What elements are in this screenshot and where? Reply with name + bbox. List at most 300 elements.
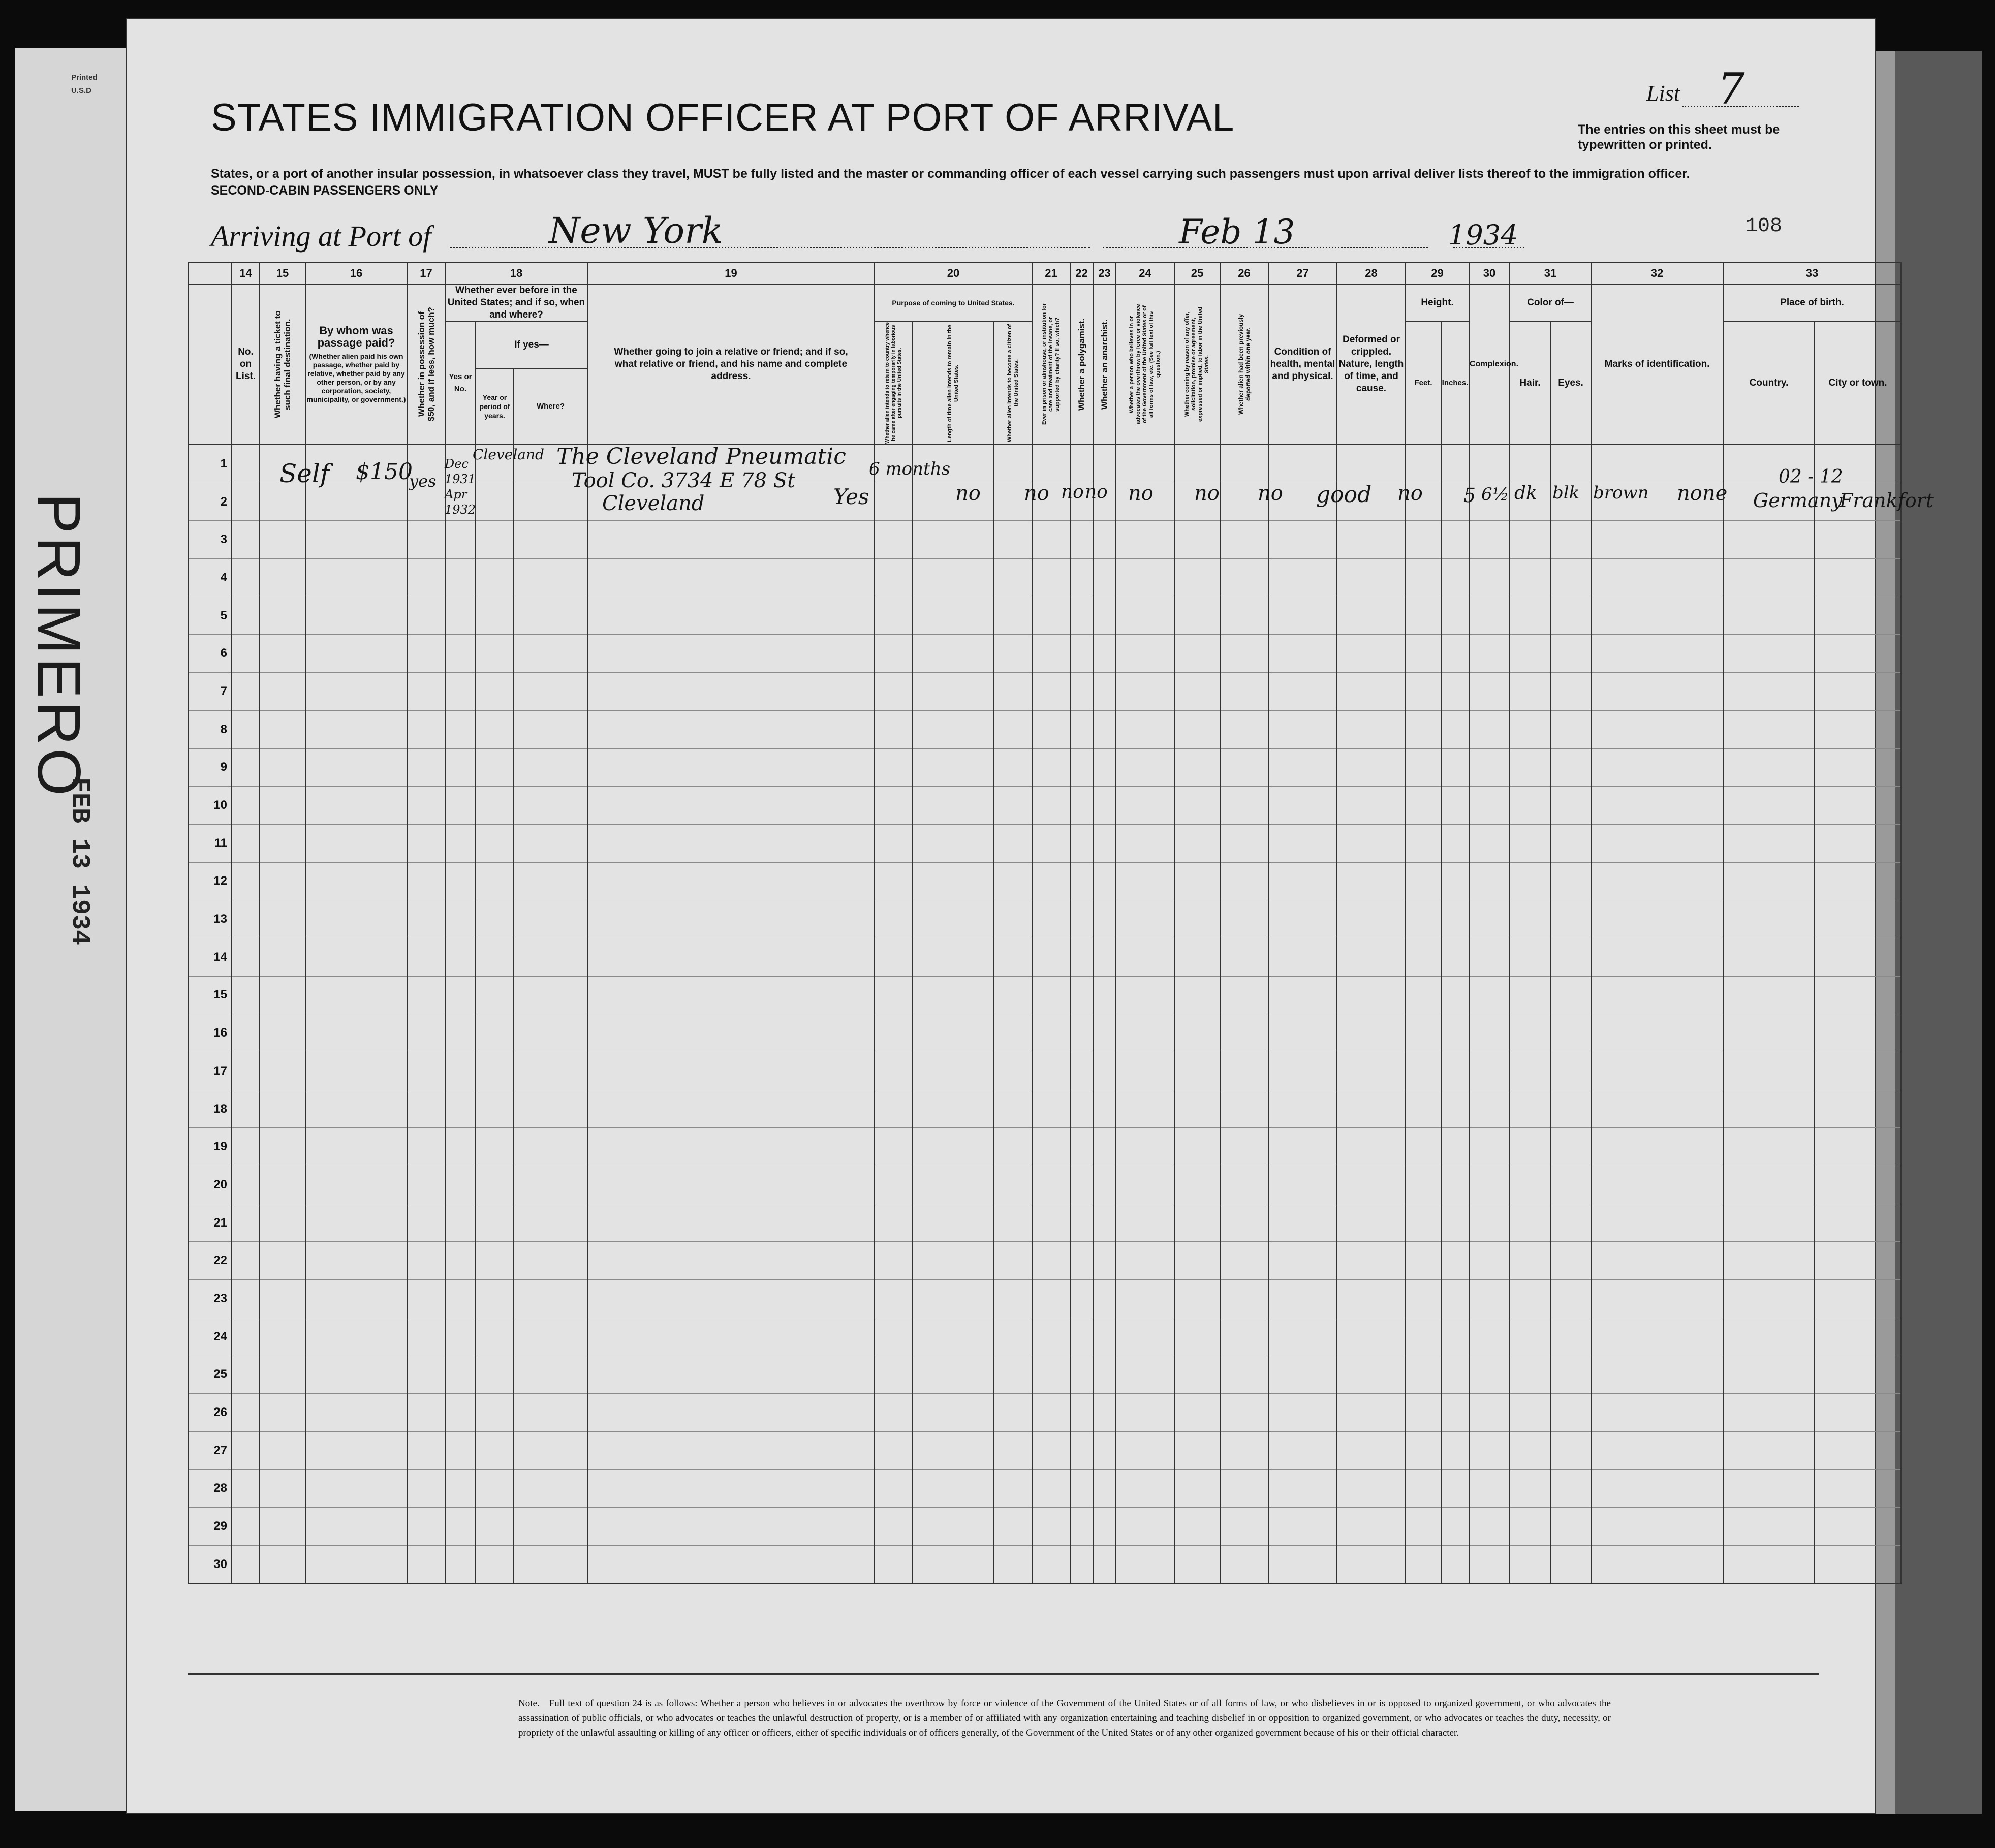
- table-row: [189, 1090, 1901, 1128]
- table-cell: [913, 1014, 994, 1052]
- table-cell: [260, 1508, 305, 1546]
- table-cell: [913, 1394, 994, 1432]
- table-cell: [1469, 1280, 1510, 1318]
- table-cell: [1469, 521, 1510, 559]
- table-cell: [1815, 1014, 1901, 1052]
- table-cell: [1550, 1356, 1591, 1394]
- row-number: 1: [189, 445, 232, 483]
- table-cell: [1723, 559, 1815, 597]
- table-cell: [514, 597, 587, 635]
- table-cell: [1441, 673, 1469, 711]
- table-row: [189, 1128, 1901, 1166]
- table-row: [189, 824, 1901, 862]
- table-cell: [1510, 862, 1550, 900]
- table-cell: [994, 635, 1032, 673]
- table-cell: [1032, 1318, 1070, 1356]
- table-cell: [445, 710, 476, 748]
- table-cell: [1116, 1280, 1174, 1318]
- table-cell: [232, 710, 260, 748]
- table-cell: [445, 748, 476, 787]
- table-cell: [305, 673, 407, 711]
- table-cell: [1406, 445, 1441, 483]
- table-cell: [1510, 673, 1550, 711]
- underlying-print-line: U.S.D: [71, 86, 92, 95]
- table-cell: [232, 597, 260, 635]
- table-cell: [1723, 1280, 1815, 1318]
- table-cell: [1550, 673, 1591, 711]
- table-cell: [476, 559, 514, 597]
- table-cell: [587, 1280, 875, 1318]
- row-number: 30: [189, 1545, 232, 1583]
- table-row: [189, 521, 1901, 559]
- table-cell: [1815, 1469, 1901, 1508]
- table-cell: [1337, 1394, 1406, 1432]
- table-cell: [1441, 1356, 1469, 1394]
- table-cell: [1032, 1356, 1070, 1394]
- table-cell: [1174, 710, 1220, 748]
- table-cell: [1815, 710, 1901, 748]
- table-cell: [1550, 1014, 1591, 1052]
- table-cell: [476, 787, 514, 825]
- table-row: [189, 1280, 1901, 1318]
- table-cell: [875, 976, 913, 1014]
- table-cell: [994, 559, 1032, 597]
- table-cell: [1093, 521, 1116, 559]
- table-cell: [1550, 559, 1591, 597]
- table-cell: [514, 1014, 587, 1052]
- table-cell: [994, 748, 1032, 787]
- table-cell: [1723, 1394, 1815, 1432]
- table-cell: [1550, 521, 1591, 559]
- table-cell: [1032, 900, 1070, 938]
- table-cell: [1815, 1204, 1901, 1242]
- table-cell: [1723, 1128, 1815, 1166]
- table-cell: [1510, 787, 1550, 825]
- table-cell: [1174, 976, 1220, 1014]
- header-hair: [1510, 322, 1550, 445]
- table-cell: [1510, 1090, 1550, 1128]
- table-row: [189, 1204, 1901, 1242]
- table-cell: [1550, 1128, 1591, 1166]
- table-cell: [305, 1128, 407, 1166]
- table-cell: [1550, 900, 1591, 938]
- table-cell: [1591, 1356, 1723, 1394]
- table-cell: [1550, 862, 1591, 900]
- entry-health: good: [1316, 482, 1372, 508]
- header-feet-text: Feet.: [1414, 379, 1432, 387]
- table-cell: [1174, 597, 1220, 635]
- table-row: [189, 1014, 1901, 1052]
- table-cell: [1337, 900, 1406, 938]
- table-cell: [875, 1394, 913, 1432]
- table-cell: [407, 1318, 445, 1356]
- table-cell: [232, 824, 260, 862]
- table-cell: [1220, 1128, 1268, 1166]
- table-cell: [913, 1052, 994, 1090]
- table-cell: [514, 1394, 587, 1432]
- column-number: 25: [1174, 263, 1220, 284]
- table-cell: [407, 1356, 445, 1394]
- table-cell: [1116, 1166, 1174, 1204]
- table-cell: [1469, 976, 1510, 1014]
- table-cell: [232, 673, 260, 711]
- table-cell: [1406, 710, 1441, 748]
- table-cell: [1268, 710, 1337, 748]
- table-cell: [1268, 597, 1337, 635]
- table-cell: [407, 1090, 445, 1128]
- table-cell: [1815, 1128, 1901, 1166]
- table-cell: [587, 597, 875, 635]
- table-cell: [1116, 976, 1174, 1014]
- header-passage-paid-title: By whom was passage paid?: [317, 324, 395, 349]
- table-cell: [1723, 748, 1815, 787]
- column-number: 23: [1093, 263, 1116, 284]
- table-cell: [1070, 559, 1093, 597]
- row-number: 3: [189, 521, 232, 559]
- table-cell: [1510, 1394, 1550, 1432]
- table-cell: [1174, 862, 1220, 900]
- header-passage-paid-sub: (Whether alien paid his own passage, whether paid by relative, whether paid by any other person, or by any corporation, society, municipality, or government.): [306, 352, 406, 403]
- table-cell: [587, 1242, 875, 1280]
- table-cell: [1174, 787, 1220, 825]
- table-cell: [1406, 1128, 1441, 1166]
- header-health-text: Condition of health, mental and physical.: [1270, 347, 1335, 382]
- table-cell: [1510, 1204, 1550, 1242]
- table-cell: [1220, 597, 1268, 635]
- table-cell: [1116, 1052, 1174, 1090]
- table-cell: [1116, 1356, 1174, 1394]
- table-cell: [1337, 1431, 1406, 1469]
- table-cell: [1116, 1128, 1174, 1166]
- table-cell: [1815, 787, 1901, 825]
- table-cell: [476, 1242, 514, 1280]
- header-inches: [1441, 322, 1469, 445]
- table-cell: [1723, 710, 1815, 748]
- table-cell: [476, 1318, 514, 1356]
- table-cell: [1032, 673, 1070, 711]
- underlying-print-line: Printed: [71, 73, 98, 82]
- table-cell: [994, 1394, 1032, 1432]
- table-cell: [1591, 1318, 1723, 1356]
- table-cell: [994, 710, 1032, 748]
- table-cell: [1174, 1545, 1220, 1583]
- row-number: 11: [189, 824, 232, 862]
- header-citizen-text: Whether alien intends to become a citizen of the United States.: [1006, 324, 1019, 443]
- table-cell: [476, 1090, 514, 1128]
- table-cell: [1032, 787, 1070, 825]
- table-cell: [1337, 1545, 1406, 1583]
- table-cell: [1268, 673, 1337, 711]
- table-cell: [1441, 1204, 1469, 1242]
- table-cell: [1093, 1356, 1116, 1394]
- table-cell: [587, 1431, 875, 1469]
- table-cell: [1337, 1204, 1406, 1242]
- table-cell: [305, 976, 407, 1014]
- row-number: 26: [189, 1394, 232, 1432]
- table-cell: [407, 824, 445, 862]
- table-cell: [875, 938, 913, 976]
- header-ticket: [260, 284, 305, 445]
- entry-anarchist: no: [1085, 482, 1108, 503]
- table-cell: [1220, 1242, 1268, 1280]
- table-cell: [305, 1014, 407, 1052]
- table-cell: [1441, 597, 1469, 635]
- table-cell: [260, 1431, 305, 1469]
- table-cell: [875, 1052, 913, 1090]
- table-cell: [1093, 1014, 1116, 1052]
- entry-marks: none: [1677, 482, 1728, 505]
- table-cell: [1469, 1431, 1510, 1469]
- table-cell: [994, 787, 1032, 825]
- table-cell: [587, 1545, 875, 1583]
- header-color-text: Color of—: [1527, 297, 1574, 308]
- table-cell: [1723, 1356, 1815, 1394]
- entry-length-stay: 6 months: [869, 459, 951, 479]
- header-inches-text: Inches.: [1442, 379, 1469, 387]
- table-cell: [1070, 1394, 1093, 1432]
- table-cell: [1093, 1204, 1116, 1242]
- table-cell: [1032, 521, 1070, 559]
- table-cell: [445, 1090, 476, 1128]
- table-cell: [1337, 597, 1406, 635]
- table-cell: [1723, 1052, 1815, 1090]
- table-cell: [1268, 862, 1337, 900]
- table-cell: [260, 1469, 305, 1508]
- table-row: [189, 938, 1901, 976]
- table-cell: [1469, 1052, 1510, 1090]
- table-cell: [260, 976, 305, 1014]
- table-cell: [1815, 1356, 1901, 1394]
- table-cell: [305, 559, 407, 597]
- table-cell: [1174, 938, 1220, 976]
- table-cell: [1116, 1508, 1174, 1546]
- table-cell: [1032, 824, 1070, 862]
- entry-birth-code: 02 - 12: [1779, 466, 1843, 487]
- table-cell: [1406, 1318, 1441, 1356]
- table-cell: [913, 976, 994, 1014]
- table-cell: [305, 748, 407, 787]
- table-cell: [260, 1128, 305, 1166]
- header-polygamist-text: Whether a polygamist.: [1077, 318, 1086, 411]
- table-cell: [875, 900, 913, 938]
- table-cell: [445, 1052, 476, 1090]
- table-cell: [1441, 1508, 1469, 1546]
- table-cell: [1510, 824, 1550, 862]
- table-cell: [913, 1204, 994, 1242]
- table-cell: [514, 748, 587, 787]
- table-cell: [1550, 938, 1591, 976]
- table-cell: [1815, 748, 1901, 787]
- table-cell: [1174, 1394, 1220, 1432]
- table-cell: [445, 635, 476, 673]
- entry-before-us: yes: [409, 472, 437, 491]
- table-cell: [1070, 1166, 1093, 1204]
- table-cell: [875, 1166, 913, 1204]
- header-ticket-text: Whether having a ticket to such final destination.: [273, 310, 292, 418]
- table-cell: [1815, 673, 1901, 711]
- row-number: 28: [189, 1469, 232, 1508]
- table-cell: [1268, 824, 1337, 862]
- table-cell: [1032, 938, 1070, 976]
- table-cell: [1469, 1545, 1510, 1583]
- table-cell: [1070, 1242, 1093, 1280]
- table-cell: [1815, 1545, 1901, 1583]
- table-cell: [994, 1014, 1032, 1052]
- table-cell: [1093, 1128, 1116, 1166]
- table-cell: [913, 673, 994, 711]
- table-cell: [1093, 1166, 1116, 1204]
- table-cell: [1406, 1052, 1441, 1090]
- table-cell: [1032, 1469, 1070, 1508]
- table-cell: [1441, 824, 1469, 862]
- table-cell: [1406, 1242, 1441, 1280]
- table-cell: [407, 1204, 445, 1242]
- table-cell: [1116, 673, 1174, 711]
- table-cell: [1093, 1545, 1116, 1583]
- column-number: 24: [1116, 263, 1174, 284]
- table-cell: [1070, 1318, 1093, 1356]
- table-cell: [1469, 635, 1510, 673]
- table-cell: [587, 710, 875, 748]
- entry-overthrow: no: [1128, 482, 1154, 505]
- row-number: 4: [189, 559, 232, 597]
- entry-return-intent: Yes: [833, 484, 869, 509]
- table-cell: [407, 559, 445, 597]
- table-cell: [514, 1545, 587, 1583]
- header-country-text: Country.: [1749, 378, 1789, 388]
- row-number: 10: [189, 787, 232, 825]
- table-cell: [1469, 900, 1510, 938]
- table-cell: [1550, 445, 1591, 483]
- table-cell: [1116, 1242, 1174, 1280]
- table-cell: [913, 1356, 994, 1394]
- header-length-stay: [913, 322, 994, 445]
- table-cell: [260, 1052, 305, 1090]
- table-cell: [1174, 1356, 1220, 1394]
- table-cell: [587, 1014, 875, 1052]
- table-cell: [1070, 1052, 1093, 1090]
- table-cell: [1116, 445, 1174, 483]
- table-cell: [1550, 976, 1591, 1014]
- header-before-us-text: Whether ever before in the United States; and if so, when and where?: [447, 285, 585, 320]
- table-cell: [232, 1545, 260, 1583]
- table-cell: [1220, 900, 1268, 938]
- table-cell: [1070, 1204, 1093, 1242]
- table-cell: [994, 862, 1032, 900]
- table-cell: [913, 1128, 994, 1166]
- table-cell: [1469, 1128, 1510, 1166]
- table-cell: [1093, 900, 1116, 938]
- table-cell: [514, 900, 587, 938]
- header-height: [1406, 284, 1469, 322]
- table-cell: [514, 787, 587, 825]
- header-anarchist-text: Whether an anarchist.: [1100, 319, 1109, 410]
- table-cell: [1591, 748, 1723, 787]
- table-cell: [232, 635, 260, 673]
- table-cell: [1116, 635, 1174, 673]
- table-cell: [875, 1128, 913, 1166]
- table-cell: [1337, 635, 1406, 673]
- table-cell: [1469, 787, 1510, 825]
- table-cell: [1815, 1242, 1901, 1280]
- table-cell: [1406, 862, 1441, 900]
- table-cell: [1591, 900, 1723, 938]
- table-cell: [1032, 1014, 1070, 1052]
- table-cell: [1070, 635, 1093, 673]
- column-number: 30: [1469, 263, 1510, 284]
- table-cell: [587, 862, 875, 900]
- table-cell: [913, 824, 994, 862]
- table-cell: [587, 787, 875, 825]
- table-row: [189, 748, 1901, 787]
- table-cell: [587, 824, 875, 862]
- row-number: 6: [189, 635, 232, 673]
- table-cell: [1174, 673, 1220, 711]
- header-note-line: States, or a port of another insular possession, in whatsoever class they travel, MUST be fully listed and the master or commanding officer of each vessel carrying such passengers must upon arrival deliver lists thereof to the immigration officer.: [211, 167, 1690, 181]
- table-cell: [1174, 1431, 1220, 1469]
- table-cell: [1337, 1469, 1406, 1508]
- header-return-intent: [875, 322, 913, 445]
- table-cell: [1510, 559, 1550, 597]
- table-cell: [1469, 673, 1510, 711]
- table-cell: [232, 1508, 260, 1546]
- table-cell: [587, 976, 875, 1014]
- header-citizen: [994, 322, 1032, 445]
- table-cell: [1591, 1090, 1723, 1128]
- table-cell: [1220, 748, 1268, 787]
- table-cell: [913, 1508, 994, 1546]
- row-number: 29: [189, 1508, 232, 1546]
- table-cell: [1093, 597, 1116, 635]
- date-value: Feb 13: [1179, 212, 1295, 252]
- table-cell: [1510, 445, 1550, 483]
- table-cell: [407, 976, 445, 1014]
- table-cell: [476, 1014, 514, 1052]
- header-before-us: [445, 284, 587, 322]
- table-cell: [232, 938, 260, 976]
- header-anarchist: [1093, 284, 1116, 445]
- table-cell: [1591, 787, 1723, 825]
- table-cell: [1441, 559, 1469, 597]
- table-cell: [1268, 1545, 1337, 1583]
- header-labor-offer-text: Whether coming by reason of any offer, solicitation, promise or agreement, expressed or implied, to labor in the United States.: [1184, 306, 1210, 422]
- table-cell: [1441, 1394, 1469, 1432]
- table-cell: [1550, 1394, 1591, 1432]
- table-cell: [1815, 862, 1901, 900]
- table-cell: [260, 938, 305, 976]
- table-cell: [1032, 597, 1070, 635]
- table-cell: [1337, 559, 1406, 597]
- table-cell: [260, 1356, 305, 1394]
- header-purpose-text: Purpose of coming to United States.: [892, 299, 1015, 307]
- table-cell: [1510, 1431, 1550, 1469]
- table-cell: [514, 710, 587, 748]
- table-cell: [1441, 635, 1469, 673]
- table-cell: [305, 862, 407, 900]
- table-cell: [476, 1356, 514, 1394]
- table-cell: [1406, 1431, 1441, 1469]
- table-cell: [260, 1394, 305, 1432]
- table-cell: [1337, 1356, 1406, 1394]
- table-cell: [1510, 748, 1550, 787]
- table-cell: [407, 748, 445, 787]
- table-cell: [1723, 597, 1815, 635]
- header-eyes: [1550, 322, 1591, 445]
- table-cell: [1406, 1280, 1441, 1318]
- table-cell: [232, 1469, 260, 1508]
- table-cell: [232, 1166, 260, 1204]
- table-cell: [875, 559, 913, 597]
